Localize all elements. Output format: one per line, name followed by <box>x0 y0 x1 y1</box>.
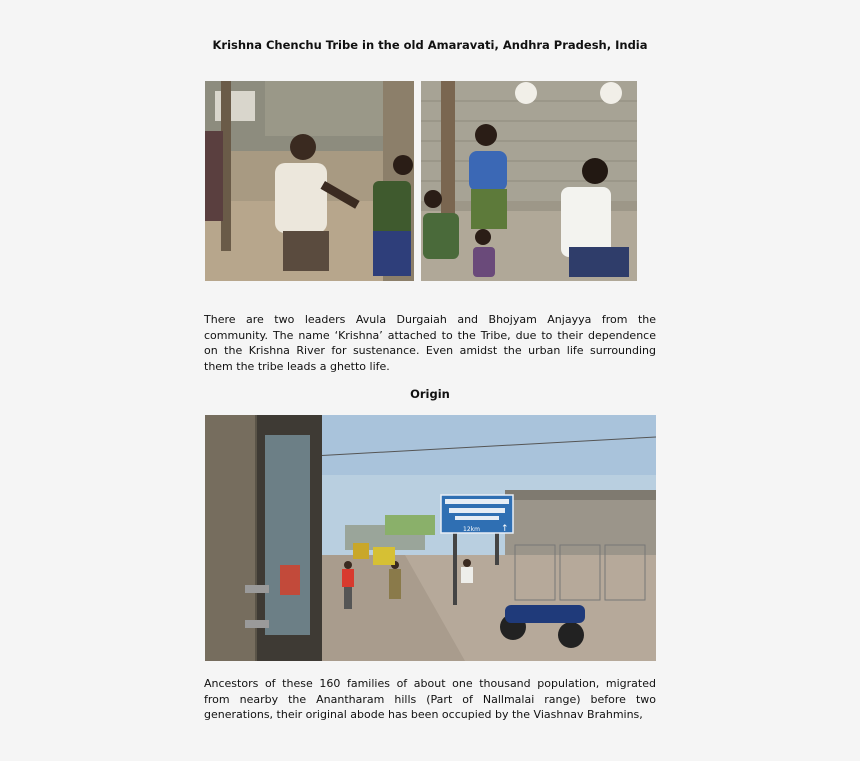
paragraph-line: on the Krishna River for sustenance. Even amidst the urban life surrounding <box>204 344 656 358</box>
paragraph-line: community. The name ‘Krishna’ attached to the Tribe, due to their dependence <box>204 328 656 342</box>
photo-street-scene <box>205 415 656 661</box>
paragraph-line: There are two leaders Avula Durgaiah and Bhojyam Anjayya from the <box>204 313 656 326</box>
sign-distance: 12km <box>463 526 480 533</box>
paragraph-origin <box>204 676 656 723</box>
paragraph-leaders <box>204 312 656 374</box>
photo-tribe-family-right <box>421 81 637 281</box>
section-heading-origin: Origin <box>410 387 450 401</box>
photo-tribe-leaders-left <box>205 81 414 281</box>
paragraph-line: from nearby the Anantharam hills (Part of Nallmalai range) before two <box>204 692 656 706</box>
paragraph-line: them the tribe leads a ghetto life. <box>204 359 390 373</box>
sign-arrow: ↑ <box>501 524 509 534</box>
paragraph-line: Ancestors of these 160 families of about one thousand population, migrated <box>204 677 656 690</box>
document-title: Krishna Chenchu Tribe in the old Amaravati, Andhra Pradesh, India <box>212 38 648 52</box>
paragraph-line: generations, their original abode has been occupied by the Viashnav Brahmins, <box>204 708 643 722</box>
